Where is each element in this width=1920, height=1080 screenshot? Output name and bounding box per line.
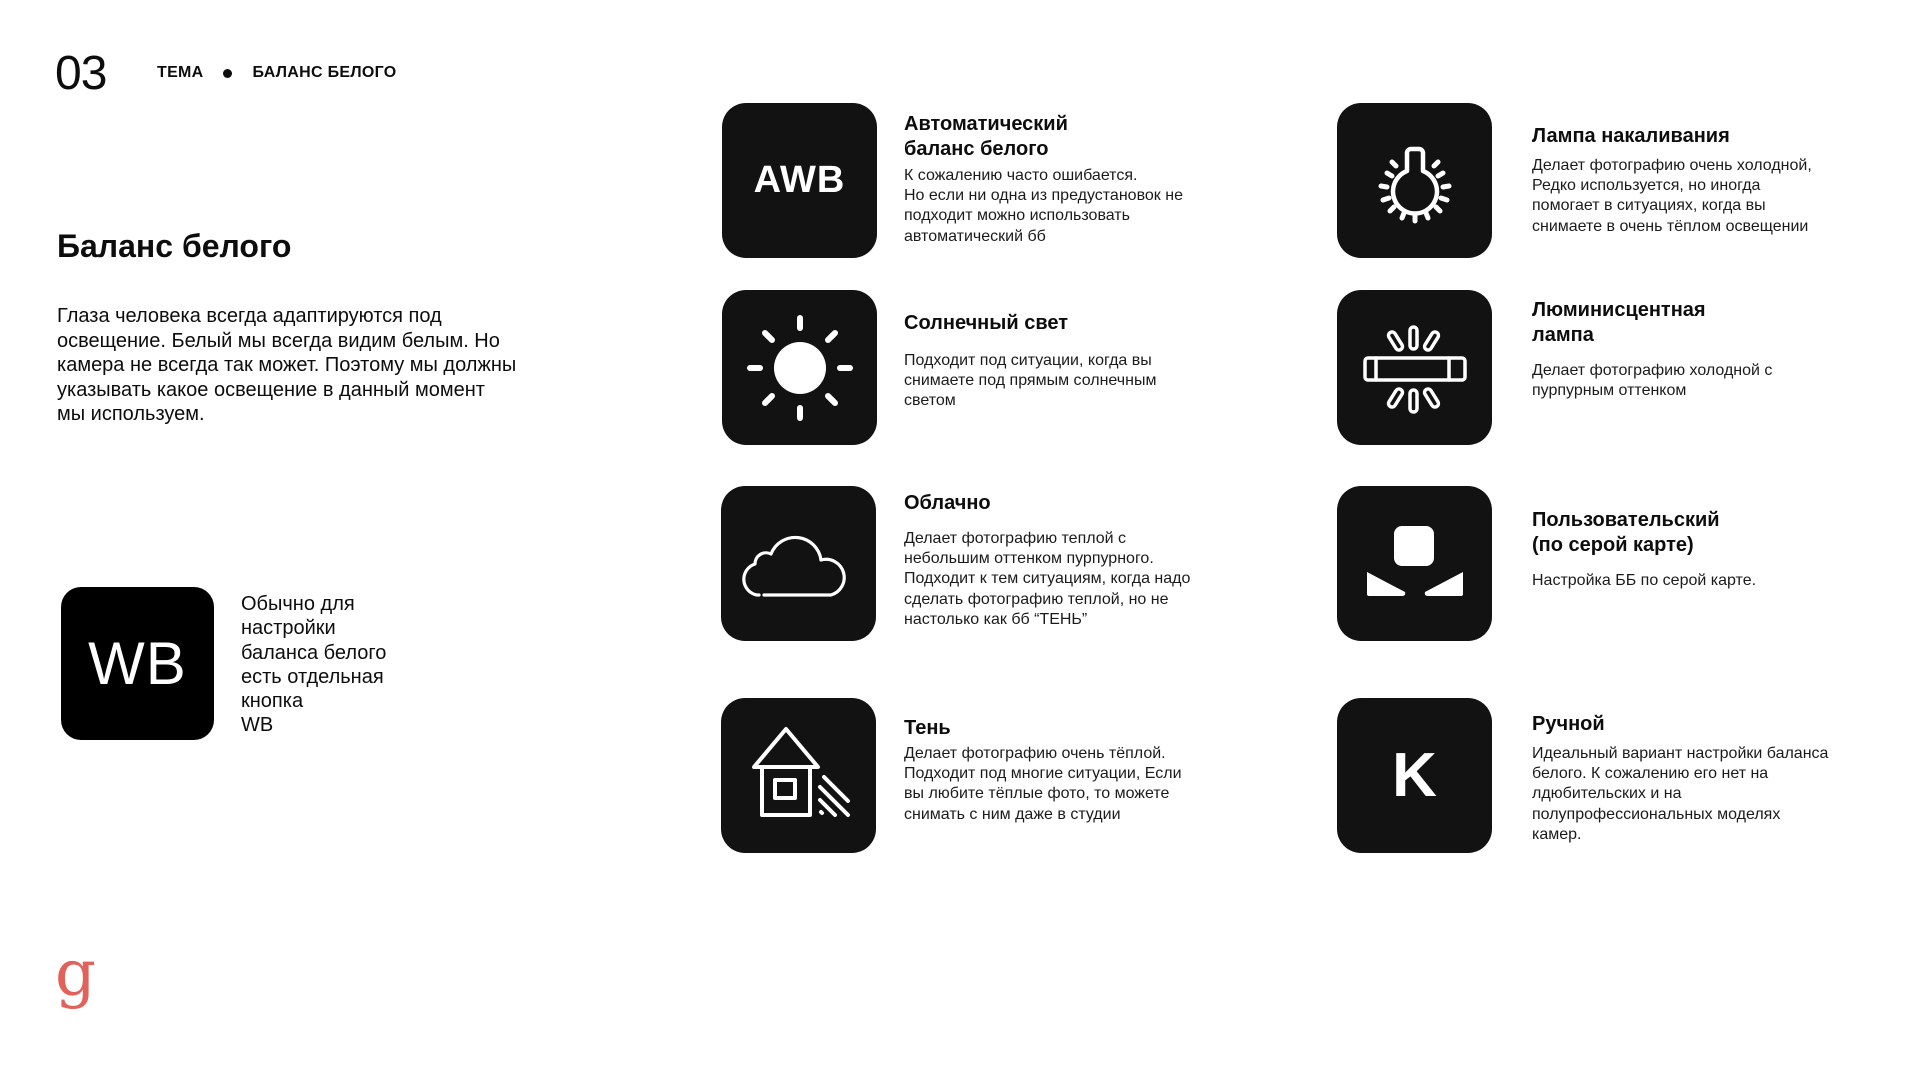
awb-icon-label: AWB — [753, 159, 846, 201]
mode-desc-line: сделать фотографию теплой, но не — [904, 590, 1169, 608]
fluorescent-lamp-icon — [1337, 290, 1492, 445]
mode-title-fluorescent — [1532, 298, 1892, 347]
mode-title-incandescent — [1532, 124, 1892, 149]
mode-title-line: Солнечный свет — [904, 312, 1069, 334]
shade-house-icon — [721, 698, 876, 853]
mode-desc-line: вы любите тёплые фото, то можете — [904, 785, 1170, 803]
mode-desc-line: К сожалению часто ошибается. — [904, 167, 1138, 184]
wb-note — [241, 592, 441, 738]
breadcrumb-section: БАЛАНС БЕЛОГО — [252, 64, 397, 81]
breadcrumb — [157, 64, 397, 82]
mode-title-cloudy — [904, 491, 1264, 516]
mode-desc-line: Но если ни одна из предустановок не — [904, 187, 1183, 205]
mode-desc-line: Делает фотографию холодной с — [1532, 362, 1773, 379]
mode-title-custom — [1532, 508, 1892, 557]
mode-title-line: Люминисцентная — [1532, 299, 1706, 321]
grey-card-icon — [1337, 486, 1492, 641]
mode-title-line: Автоматический — [904, 113, 1068, 135]
mode-desc-line: Подходит под ситуации, когда вы — [904, 352, 1152, 369]
mode-desc-line: светом — [904, 392, 956, 410]
mode-desc-line: автоматический бб — [904, 227, 1046, 245]
mode-desc-sun — [904, 351, 1156, 412]
mode-desc-line: пурпурным оттенком — [1532, 382, 1687, 400]
wb-note-line: кнопка — [241, 690, 304, 713]
mode-desc-line: Редко используется, но иногда — [1532, 177, 1761, 195]
mode-desc-line: Делает фотографию теплой с — [904, 530, 1127, 547]
mode-desc-line: белого. К сожалению его нет на — [1532, 765, 1769, 783]
awb-icon — [722, 103, 877, 258]
mode-desc-line: Идеальный вариант настройки баланса — [1532, 745, 1829, 762]
wb-note-line: баланса белого — [241, 641, 387, 664]
mode-title-line: (по серой карте) — [1532, 533, 1694, 556]
intro-paragraph: Глаза человека всегда адаптируются под освещение. Белый мы всегда видим белым. Но камера не всегда так может. Поэтому мы должны указывать какое освещение в данный момент мы используем. — [57, 305, 517, 425]
mode-desc-line: полупрофессиональных моделях — [1532, 805, 1781, 823]
wb-note-line: Обычно для — [241, 593, 355, 615]
mode-desc-custom — [1532, 571, 1756, 591]
incandescent-lamp-icon — [1337, 103, 1492, 258]
mode-desc-incandescent — [1532, 156, 1812, 237]
mode-desc-line: камер. — [1532, 825, 1582, 843]
mode-desc-line: настолько как бб “ТЕНЬ” — [904, 610, 1088, 628]
mode-title-line: Пользовательский — [1532, 509, 1720, 531]
mode-title-line: Ручной — [1532, 713, 1605, 735]
kelvin-icon-label: K — [1392, 741, 1437, 810]
breadcrumb-topic: ТЕМА — [157, 64, 204, 81]
page-title: Баланс белого — [57, 228, 292, 264]
mode-desc-line: небольшим оттенком пурпурного. — [904, 550, 1154, 568]
breadcrumb-separator-dot — [223, 69, 232, 78]
mode-desc-line: Подходит к тем ситуациям, когда надо — [904, 570, 1191, 588]
sun-icon — [722, 290, 877, 445]
mode-desc-manual — [1532, 744, 1828, 845]
mode-title-shade — [904, 716, 1264, 741]
mode-title-auto — [904, 112, 1264, 161]
mode-desc-line: снимаете в очень тёплом освещении — [1532, 217, 1809, 235]
mode-title-line: Лампа накаливания — [1532, 125, 1730, 147]
mode-desc-auto — [904, 166, 1183, 247]
mode-title-line: Облачно — [904, 492, 991, 514]
mode-desc-line: Настройка ББ по серой карте. — [1532, 572, 1757, 589]
cloud-icon — [721, 486, 876, 641]
mode-title-line: баланс белого — [904, 137, 1049, 160]
slide-number: 03 — [55, 47, 107, 100]
wb-note-line: настройки — [241, 617, 336, 640]
mode-desc-line: снимать с ним даже в студии — [904, 805, 1121, 823]
wb-icon-label: WB — [88, 630, 187, 697]
wb-note-line: WB — [241, 714, 274, 737]
wb-note-line: есть отдельная — [241, 665, 384, 688]
mode-title-line: лампа — [1532, 323, 1594, 346]
mode-desc-line: подходит можно использовать — [904, 207, 1130, 225]
wb-icon — [61, 587, 214, 740]
mode-desc-cloudy — [904, 529, 1190, 630]
mode-title-line: Тень — [904, 717, 951, 739]
mode-desc-line: Делает фотографию очень холодной, — [1532, 157, 1812, 174]
brand-logo: g — [55, 937, 96, 1011]
kelvin-icon — [1337, 698, 1492, 853]
mode-desc-line: снимаете под прямым солнечным — [904, 372, 1157, 390]
mode-desc-line: помогает в ситуациях, когда вы — [1532, 197, 1766, 215]
mode-desc-fluorescent — [1532, 361, 1772, 401]
mode-title-sun — [904, 311, 1264, 336]
mode-title-manual — [1532, 712, 1892, 737]
mode-desc-line: Делает фотографию очень тёплой. — [904, 745, 1166, 762]
mode-desc-line: лдюбительских и на — [1532, 785, 1682, 803]
mode-desc-shade — [904, 744, 1182, 825]
mode-desc-line: Подходит под многие ситуации, Если — [904, 765, 1182, 783]
